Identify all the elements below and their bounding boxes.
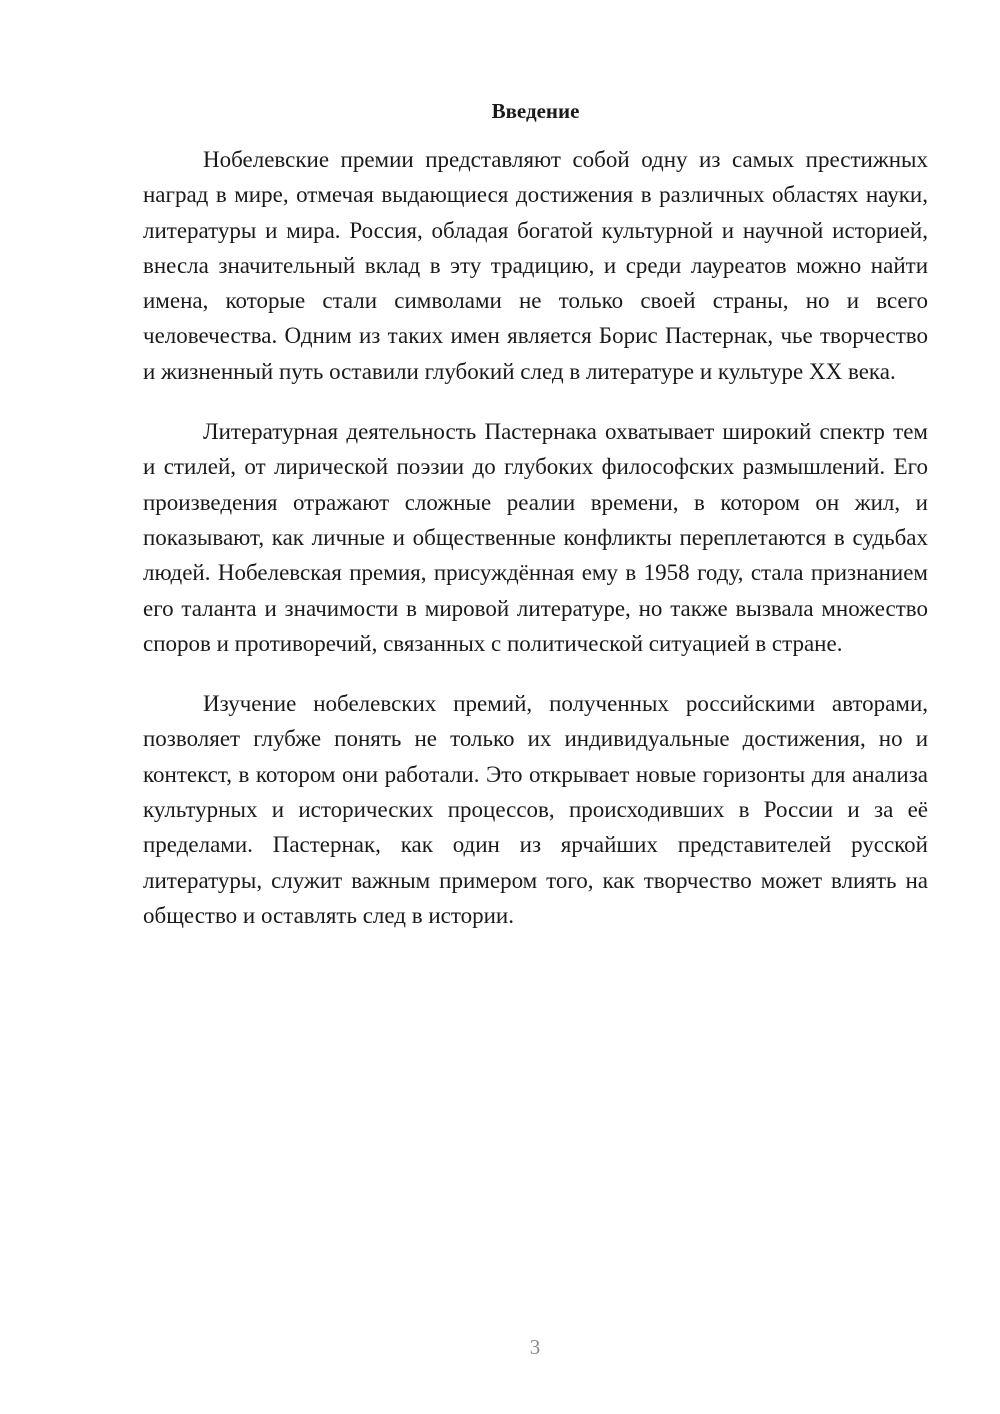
body-text — [143, 142, 928, 958]
paragraph-1: Нобелевские премии представляют собой одну из самых престижных наград в мире, отмечая выдающиеся достижения в различных областях науки, литературы и мира. Россия, обладая богатой культурной и научной историей, внесла значительный вклад в эту традицию, и среди лауреатов можно найти имена, которые стали символами не только своей страны, но и всего человечества. Одним из таких имен является Борис Пастернак, чье творчество и жизненный путь оставили глубокий след в литературе и культуре XX века. — [143, 147, 928, 384]
paragraph-3: Изучение нобелевских премий, полученных российскими авторами, позволяет глубже понять не только их индивидуальные достижения, но и контекст, в котором они работали. Это открывает новые горизонты для анализа культурных и исторических процессов, происходивших в России и за её пределами. Пастернак, как один из ярчайших представителей русской литературы, служит важным примером того, как творчество может влиять на общество и оставлять след в истории. — [143, 691, 928, 928]
paragraph-2: Литературная деятельность Пастернака охватывает широкий спектр тем и стилей, от лирической поэзии до глубоких философских размышлений. Его произведения отражают сложные реалии времени, в котором он жил, и показывают, как личные и общественные конфликты переплетаются в судьбах людей. Нобелевская премия, присуждённая ему в 1958 году, стала признанием его таланта и значимости в мировой литературе, но также вызвала множество споров и противоречий, связанных с политической ситуацией в стране. — [143, 419, 928, 656]
page-number: 3 — [529, 1335, 541, 1359]
page-title: Введение — [491, 99, 580, 123]
